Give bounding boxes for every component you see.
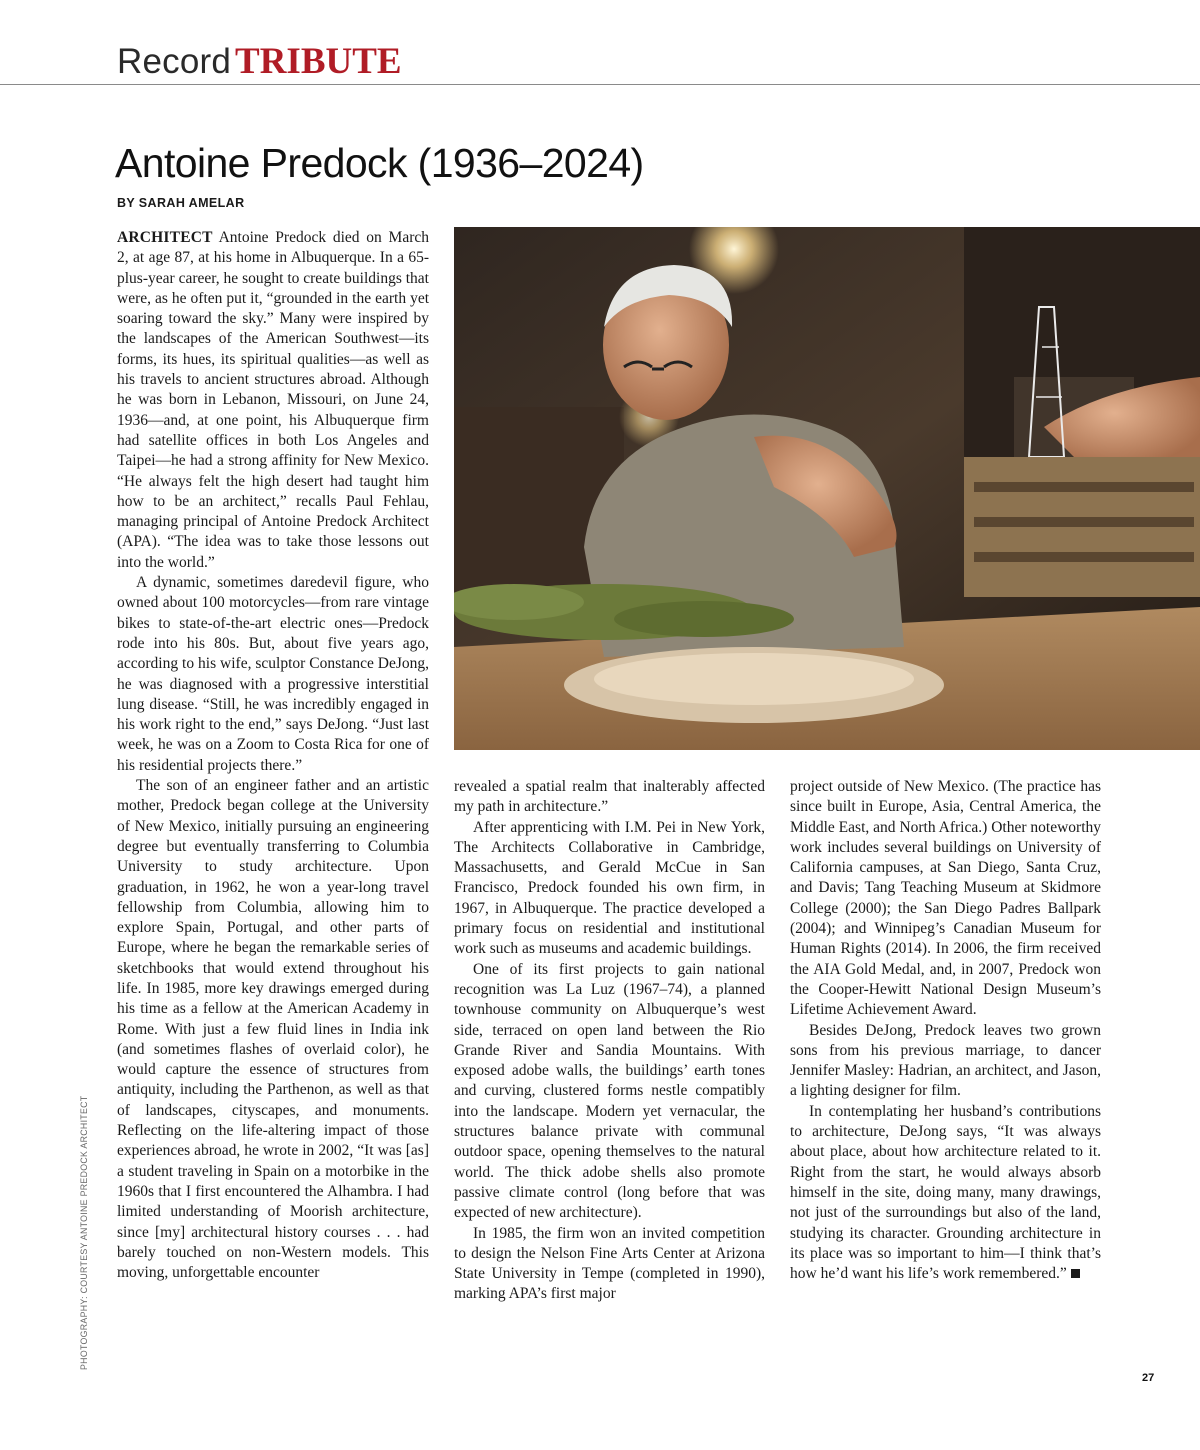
article-column-1 bbox=[117, 228, 429, 1283]
section-header bbox=[117, 40, 402, 84]
end-mark-icon bbox=[1071, 1269, 1080, 1278]
paragraph: revealed a spatial realm that inalterably affected my path in architecture.” bbox=[454, 778, 765, 816]
trees-model bbox=[614, 601, 794, 637]
paragraph-text: Antoine Predock died on March 2, at age 87, at his home in Albuquerque. In a 65-plus-year career, he sought to create buildings that were, as he often put it, “grounded in the earth yet soaring toward the sky.” Many were inspired by the landscapes of the American Southwest—its forms, its hues, its spiritual qualities—as well as his travels to ancient structures abroad. Although he was born in Lebanon, Missouri, on June 24, 1936—and, at one point, his Albuquerque firm had satellite offices in both Los Angeles and Taipei—he had a strong affinity for New Mexico. “He always felt the high desert had taught him how to be an architect,” recalls Paul Fehlau, managing principal of Antoine Predock Architect (APA). “The idea was to take those lessons out into the world.” bbox=[117, 229, 429, 571]
article-photo bbox=[454, 227, 1200, 750]
article-byline: BY SARAH AMELAR bbox=[117, 196, 245, 210]
section-name: Record bbox=[117, 42, 232, 81]
building-model-floor bbox=[974, 552, 1194, 562]
page-number: 27 bbox=[1142, 1372, 1155, 1384]
paragraph: Besides DeJong, Predock leaves two grown sons from his previous marriage, to dancer Jennifer Masley: Hadrian, an architect, and Jason, a lighting designer for film. bbox=[790, 1021, 1101, 1100]
paragraph bbox=[790, 1102, 1101, 1285]
building-model-floor bbox=[974, 482, 1194, 492]
header-rule bbox=[0, 84, 1200, 85]
section-accent: TRIBUTE bbox=[235, 41, 402, 82]
paragraph: After apprenticing with I.M. Pei in New York, The Architects Collaborative in Cambridge, Massachusetts, and Gerald McCue in San Francisco, Predock founded his own firm, in 1967, in Albuquerque. The practice developed a primary focus on residential and institutional work such as museums and academic buildings. bbox=[454, 818, 765, 958]
article-column-2 bbox=[454, 777, 765, 1305]
article-column-3 bbox=[790, 777, 1101, 1284]
dish-model-rim bbox=[594, 653, 914, 705]
paragraph: One of its first projects to gain national recognition was La Luz (1967–74), a planned townhouse community on Albuquerque’s west side, terraced on open land between the Rio Grande River and Sandia Mountains. With exposed adobe walls, the buildings’ earth tones and curving, clustered forms nestle compatibly into the landscape. Modern yet vernacular, the structures balance private with communal outdoor space, opening themselves to the natural world. The thick adobe shells also promote passive climate control (long before that was expected of new architecture). bbox=[454, 960, 765, 1222]
paragraph bbox=[117, 228, 429, 573]
paragraph: A dynamic, sometimes daredevil figure, who owned about 100 motorcycles—from rare vintage bikes to state-of-the-art electric ones—Predock rode into his 80s. But, about five years ago, according to his wife, sculptor Constance DeJong, he was diagnosed with a progressive interstitial lung disease. “Still, he was incredibly engaged in his work right to the end,” says DeJong. “Just last week, he was on a Zoom to Costa Rica for one of his residential projects there.” bbox=[117, 574, 429, 774]
paragraph: In 1985, the firm won an invited competition to design the Nelson Fine Arts Center at Arizona State University in Tempe (completed in 1990), marking APA’s first major bbox=[454, 1224, 765, 1303]
article-title: Antoine Predock (1936–2024) bbox=[115, 140, 644, 186]
building-model-floor bbox=[974, 517, 1194, 527]
photo-credit: PHOTOGRAPHY: COURTESY ANTOINE PREDOCK ARCHITECT bbox=[79, 1095, 89, 1370]
paragraph: project outside of New Mexico. (The practice has since built in Europe, Asia, Central America, the Middle East, and North Africa.) Other noteworthy work includes several buildings on University of California campuses, at San Diego, Santa Cruz, and Davis; Tang Teaching Museum at Skidmore College (2000); the San Diego Padres Ballpark (2004); and Winnipeg’s Canadian Museum for Human Rights (2014). In 2006, the firm received the AIA Gold Medal, and, in 2007, Predock won the Cooper-Hewitt National Design Museum’s Lifetime Achievement Award. bbox=[790, 778, 1101, 1019]
lead-word: ARCHITECT bbox=[117, 229, 213, 246]
paragraph: The son of an engineer father and an artistic mother, Predock began college at the University of New Mexico, initially pursuing an engineering degree but eventually transferring to Columbia University to study architecture. Upon graduation, in 1962, he won a year-long travel fellowship from Columbia, allowing him to explore Spain, Portugal, and other parts of Europe, where he began the remarkable series of sketchbooks that would extend throughout his life. In 1985, more key drawings emerged during his time as a fellow at the American Academy in Rome. With just a few fluid lines in India ink (and sometimes flashes of overlaid color), he would capture the essence of structures from antiquity, including the Parthenon, as well as that of landscapes, cityscapes, and monuments. Reflecting on the life-altering impact of those experiences abroad, he wrote in 2002, “It was [as] a student traveling in Spain on a motorbike in the 1960s that I first encountered the Alhambra. I had limited understanding of Moorish architecture, since [my] architectural history courses . . . had barely touched on non-Western models. This moving, unforgettable encounter bbox=[117, 777, 429, 1282]
paragraph-text: In contemplating her husband’s contributions to architecture, DeJong says, “It was always about place, about how architecture related to it. Right from the start, he would always absorb himself in the site, doing many, many drawings, not just of the surroundings but also of the land, studying its character. Grounding architecture in its place was so important to him—I think that’s how he’d want his life’s work remembered.” bbox=[790, 1102, 1101, 1283]
